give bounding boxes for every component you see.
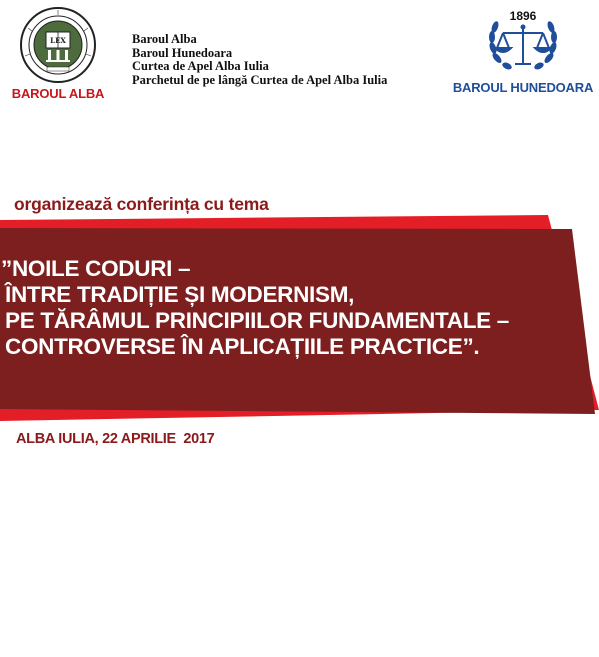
title-line: ÎNTRE TRADIȚIE ȘI MODERNISM, xyxy=(5,282,355,307)
title-line: CONTROVERSE ÎN APLICAȚIILE PRACTICE”. xyxy=(5,334,480,359)
organizer-item: Parchetul de pe lângă Curtea de Apel Alba Iulia xyxy=(132,72,388,87)
organizer-item: Curtea de Apel Alba Iulia xyxy=(132,59,269,74)
intro-text: organizează conferința cu tema xyxy=(14,194,269,214)
scales-of-justice-icon xyxy=(483,6,563,78)
seal-center-text: LEX xyxy=(50,36,66,45)
event-dateline: ALBA IULIA, 22 APRILIE 2017 xyxy=(16,431,215,447)
title-line: ”NOILE CODURI – xyxy=(1,256,191,281)
organizer-item: Baroul Hunedoara xyxy=(132,45,233,60)
title-line: PE TĂRÂMUL PRINCIPIILOR FUNDAMENTALE – xyxy=(5,308,510,333)
baroul-hunedoara-logo xyxy=(452,6,594,95)
conference-title xyxy=(0,256,599,360)
organizer-item: Baroul Alba xyxy=(132,32,197,46)
baroul-alba-logo xyxy=(8,6,108,101)
logo-year: 1896 xyxy=(509,9,537,23)
organizers-list xyxy=(132,33,387,87)
baroul-hunedoara-caption: BAROUL HUNEDOARA xyxy=(452,80,594,95)
bar-seal-icon xyxy=(16,6,100,84)
baroul-alba-caption: BAROUL ALBA xyxy=(11,86,105,101)
